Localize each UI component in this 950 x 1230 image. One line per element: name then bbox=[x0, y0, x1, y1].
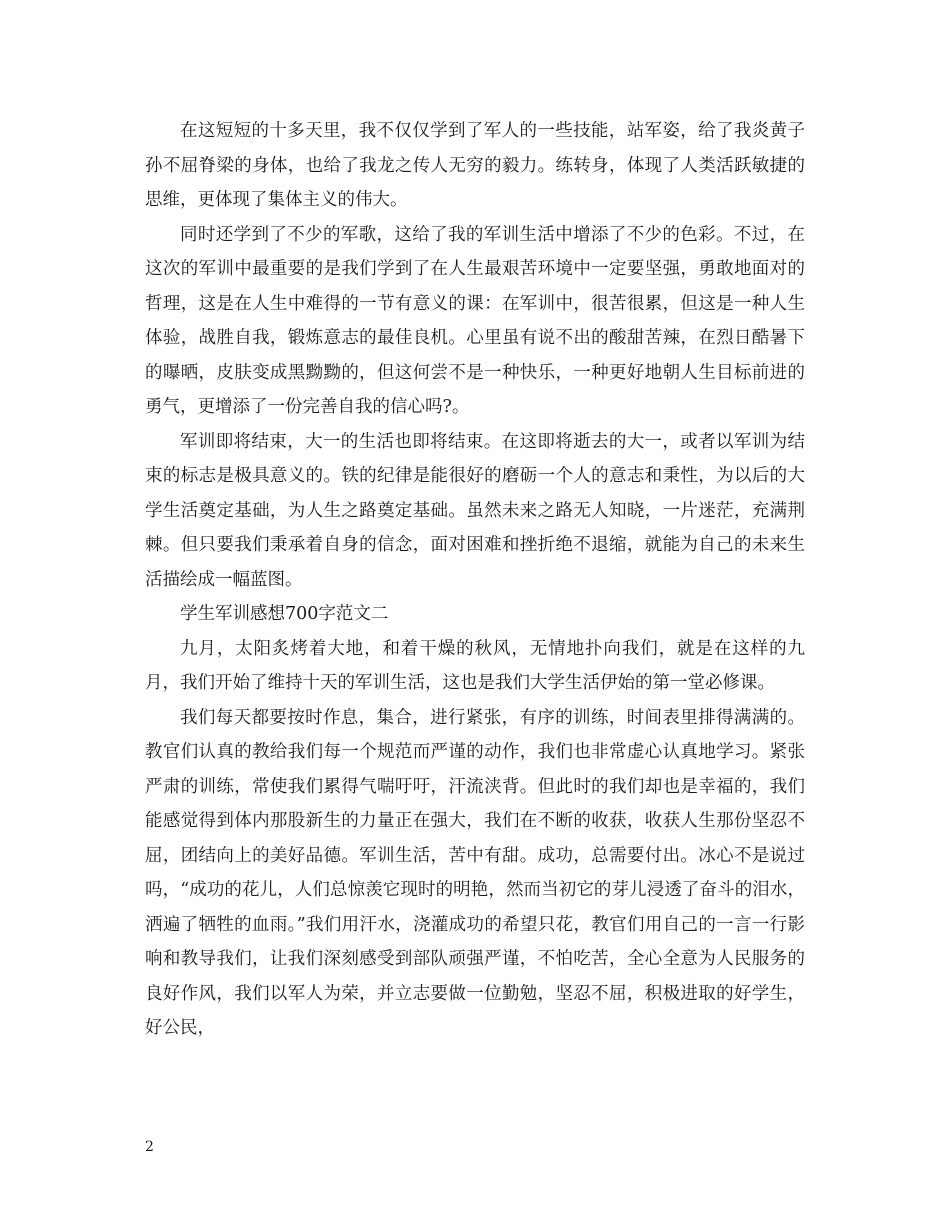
section-heading: 学生军训感想700字范文二 bbox=[180, 604, 389, 624]
paragraph-training-ending: 军训即将结束，大一的生活也即将结束。在这即将逝去的大一，或者以军训为结束的标志是极具意义的。铁的纪律是能很好的磨砺一个人的意志和秉性，为以后的大学生活奠定基础，为人生之路奠定基础。虽然未来之路无人知晓，一片迷茫，充满荆棘。但只要我们秉承着自身的信念，面对困难和挫折绝不退缩，就能为自己的未来生活描绘成一幅蓝图。 bbox=[145, 431, 805, 590]
paragraph-training-skills: 在这短短的十多天里，我不仅仅学到了军人的一些技能，站军姿，给了我炎黄子孙不屈脊梁的身体，也给了我龙之传人无穷的毅力。练转身，体现了人类活跃敏捷的思维，更体现了集体主义的伟大。 bbox=[145, 121, 805, 210]
paragraph-daily-routine: 我们每天都要按时作息，集合，进行紧张，有序的训练，时间表里排得满满的。教官们认真的教给我们每一个规范而严谨的动作，我们也非常虚心认真地学习。紧张严肃的训练，常使我们累得气喘吁吁，汗流浃背。但此时的我们却也是幸福的，我们能感觉得到体内那股新生的力量正在强大，我们在不断的收获，收获人生那份坚忍不屈，团结向上的美好品德。军训生活，苦中有甜。成功，总需要付出。冰心不是说过吗，“成功的花儿，人们总惊羡它现时的明艳，然而当初它的芽儿浸透了奋斗的泪水，洒遍了牺牲的血雨。”我们用汗水，浇灌成功的希望只花，教官们用自己的一言一行影响和教导我们，让我们深刻感受到部队顽强严谨，不怕吃苦，全心全意为人民服务的良好作风，我们以军人为荣，并立志要做一位勤勉，坚忍不屈，积极进取的好学生，好公民， bbox=[145, 707, 805, 1038]
page-number: 2 bbox=[145, 1139, 154, 1155]
paragraph-military-songs: 同时还学到了不少的军歌，这给了我的军训生活中增添了不少的色彩。不过，在这次的军训中最重要的是我们学到了在人生最艰苦环境中一定要坚强，勇敢地面对的哲理，这是在人生中难得的一节有意义的课：在军训中，很苦很累，但这是一种人生体验，战胜自我，锻炼意志的最佳良机。心里虽有说不出的酸甜苦辣，在烈日酷暑下的曝晒，皮肤变成黑黝黝的，但这何尝不是一种快乐，一种更好地朝人生目标前进的勇气，更增添了一份完善自我的信心吗?。 bbox=[145, 224, 805, 417]
paragraph-september: 九月，太阳炙烤着大地，和着干燥的秋风，无情地扑向我们，就是在这样的九月，我们开始了维持十天的军训生活，这也是我们大学生活伊始的第一堂必修课。 bbox=[145, 638, 805, 693]
document-body bbox=[145, 114, 805, 1046]
